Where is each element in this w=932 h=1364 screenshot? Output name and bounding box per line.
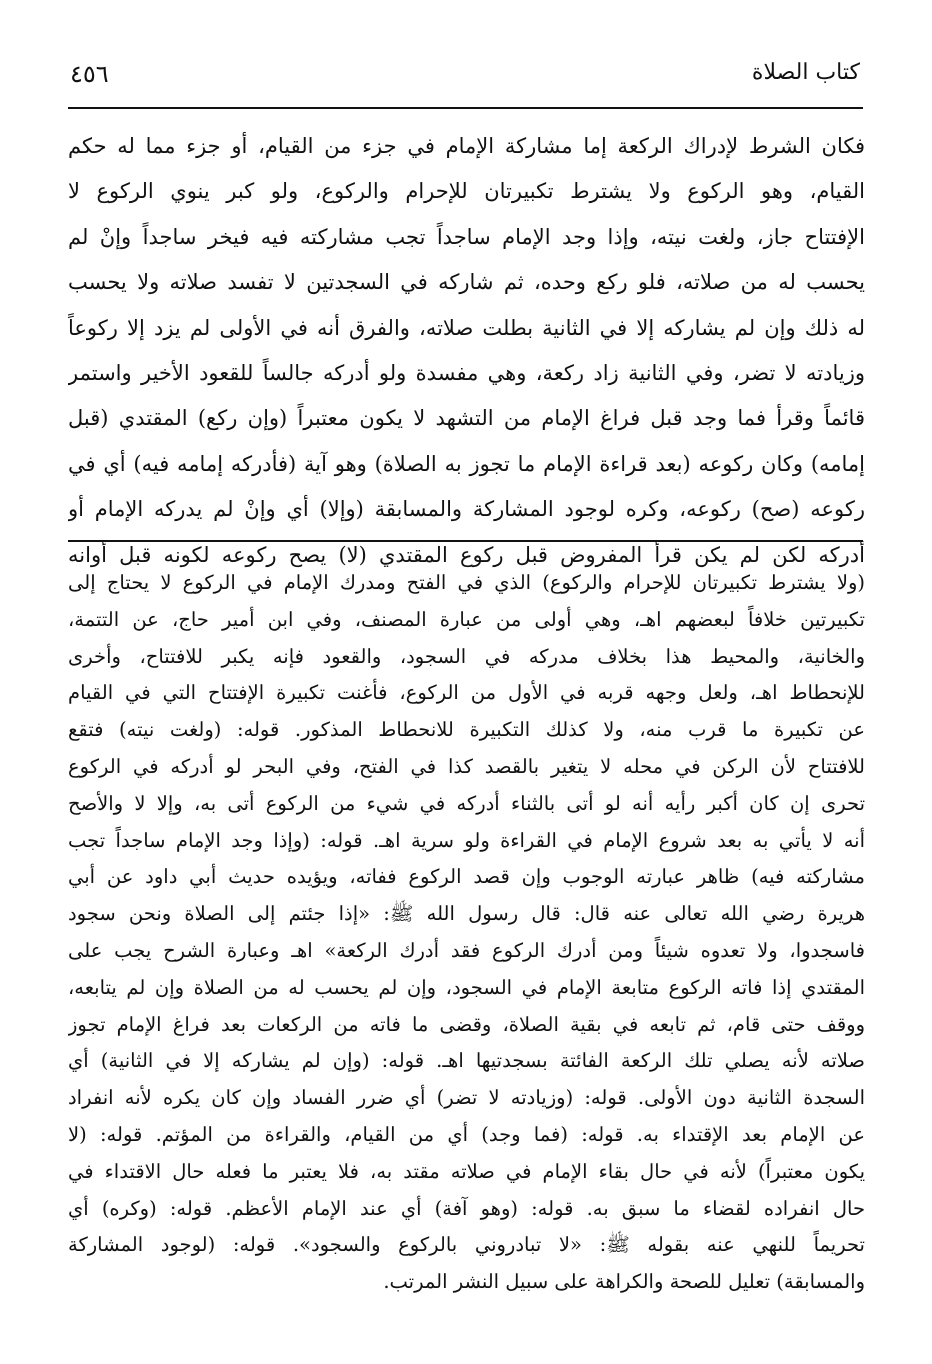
main-text-line: قائماً وقرأ فما وجد قبل فراغ الإمام من التشهد لا يكون معتبراً (وإن ركع) المقتدي (قبل [68,406,865,431]
commentary-line: تكبيرتين خلافاً لبعضهم اهـ، وهي أولى من عبارة المصنف، وفي ابن أمير حاج، عن التتمة، [68,607,865,631]
commentary-line: للإنحطاط اهـ، ولعل وجهه قربه في الأول من الركوع، فأغنت تكبيرة الإفتتاح التي في القيام [68,681,865,705]
commentary-line: عن الإمام بعد الإقتداء به. قوله: (فما وجد) أي من القيام، والقراءة من المؤتم. قوله: (لا [68,1122,865,1146]
page-header [70,58,860,92]
main-text-line: الإفتتاح جاز، ولغت نيته، وإذا وجد الإمام ساجداً تجب مشاركته فيه فيخر ساجداً وإنْ لم [68,224,865,249]
commentary-line: عن تكبيرة ما قرب منه، ولا كذلك التكبيرة للانحطاط المذكور. قوله: (ولغت نيته) فتقع [68,718,865,742]
commentary-line: والخانية، والمحيط هذا بخلاف مدركه في السجود، والقعود فإنه يكبر للافتتاح، وأخرى [68,644,865,668]
main-text-line: فكان الشرط لإدراك الركعة إما مشاركة الإمام في جزء من القيام، أو جزء مما له حكم [68,134,865,158]
main-text-line: يحسب له من صلاته، فلو ركع وحده، ثم شاركه في السجدتين لا تفسد صلاته ولا يحسب [68,270,865,295]
header-divider [68,107,863,109]
commentary-line: هريرة رضي الله تعالى عنه قال: قال رسول الله ﷺ: «إذا جئتم إلى الصلاة ونحن سجود [68,902,865,926]
book-title: كتاب الصلاة [751,60,860,85]
main-text-line: وزيادته لا تضر، وفي الثانية زاد ركعة، وهي مفسدة ولو أدركه جالساً للقعود الأخير واستمر [68,360,865,385]
commentary-line: فاسجدوا، ولا تعدوه شيئاً ومن أدرك الركوع فقد أدرك الركعة» اهـ وعبارة الشرح يجب على [68,938,865,962]
main-text-line: القيام، وهو الركوع ولا يشترط تكبيرتان للإحرام والركوع، ولو كبر ينوي الركوع لا [68,179,865,204]
commentary-line: للافتتاح لأن الركن في محله لا يتغير بالقصد كذا في الفتح، وفي البحر لو أدركه في الركوع [68,754,865,778]
commentary-line: المقتدي إذا فاته الركوع متابعة الإمام في السجود، وإن لم يحسب له من الصلاة وإن لم يتابعه، [68,975,865,999]
footnote-divider [68,540,863,542]
main-text [68,124,865,578]
commentary-line: ووقف حتى قام، ثم تابعه في بقية الصلاة، وقضى ما فاته من الركعات بعد فراغ الإمام تجوز [68,1012,865,1036]
main-text-line: له ذلك وإن لم يشاركه إلا في الثانية بطلت صلاته، والفرق أنه في الأولى لم يزد إلا ركوعاً [68,315,865,340]
commentary-line: تحرى إن كان أكبر رأيه أنه لو أتى بالثناء أدركه في شيء من الركوع أتى به، وإلا لا والأصح [68,791,865,815]
commentary-line: صلاته لأنه يصلي تلك الركعة الفائتة بسجدتيها اهـ. قوله: (وإن لم يشاركه إلا في الثانية) أي [68,1049,865,1073]
commentary-line: السجدة الثانية دون الأولى. قوله: (وزيادته لا تضر) أي ضرر الفساد وإن كان يكره لأنه انفراد [68,1086,865,1110]
commentary-line: حال انفراده لقضاء ما سبق به. قوله: (وهو آفة) أي عند الإمام الأعظم. قوله: (وكره) أي [68,1196,865,1220]
main-text-line: ركوعه (صح) ركوعه، وكره لوجود المشاركة والمسابقة (وإلا) أي وإنْ لم يدركه الإمام أو [68,497,865,522]
main-text-line: أدركه لكن لم يكن قرأ المفروض قبل ركوع المقتدي (لا) يصح ركوعه لكونه قبل أوانه [68,542,865,567]
commentary-line: والمسابقة) تعليل للصحة والكراهة على سبيل النشر المرتب. [383,1270,865,1294]
commentary-text [68,565,865,1301]
main-text-line: إمامه) وكان ركوعه (بعد قراءة الإمام ما تجوز به الصلاة) وهو آية (فأدركه إمامه فيه) أي في [68,451,865,476]
commentary-line: تحريماً للنهي عنه بقوله ﷺ: «لا تبادروني بالركوع والسجود». قوله: (لوجود المشاركة [68,1233,865,1257]
commentary-line: (ولا يشترط تكبيرتان للإحرام والركوع) الذي في الفتح ومدرك الإمام في الركوع لا يحتاج إلى [68,571,865,594]
commentary-line: مشاركته فيه) ظاهر عبارته الوجوب وإن قصد الركوع ففاته، ويؤيده حديث أبي داود عن أبي [68,865,865,889]
page-number: ٤٥٦ [70,60,109,88]
commentary-line: أنه لا يأتي به بعد شروع الإمام في القراءة ولو سرية اهـ. قوله: (وإذا وجد الإمام ساجداً تجب [68,828,865,852]
commentary-line: يكون معتبراً) لأنه في حال بقاء الإمام في صلاته مقتد به، فلا يعتبر ما فعله حال الاقتداء في [68,1159,865,1183]
